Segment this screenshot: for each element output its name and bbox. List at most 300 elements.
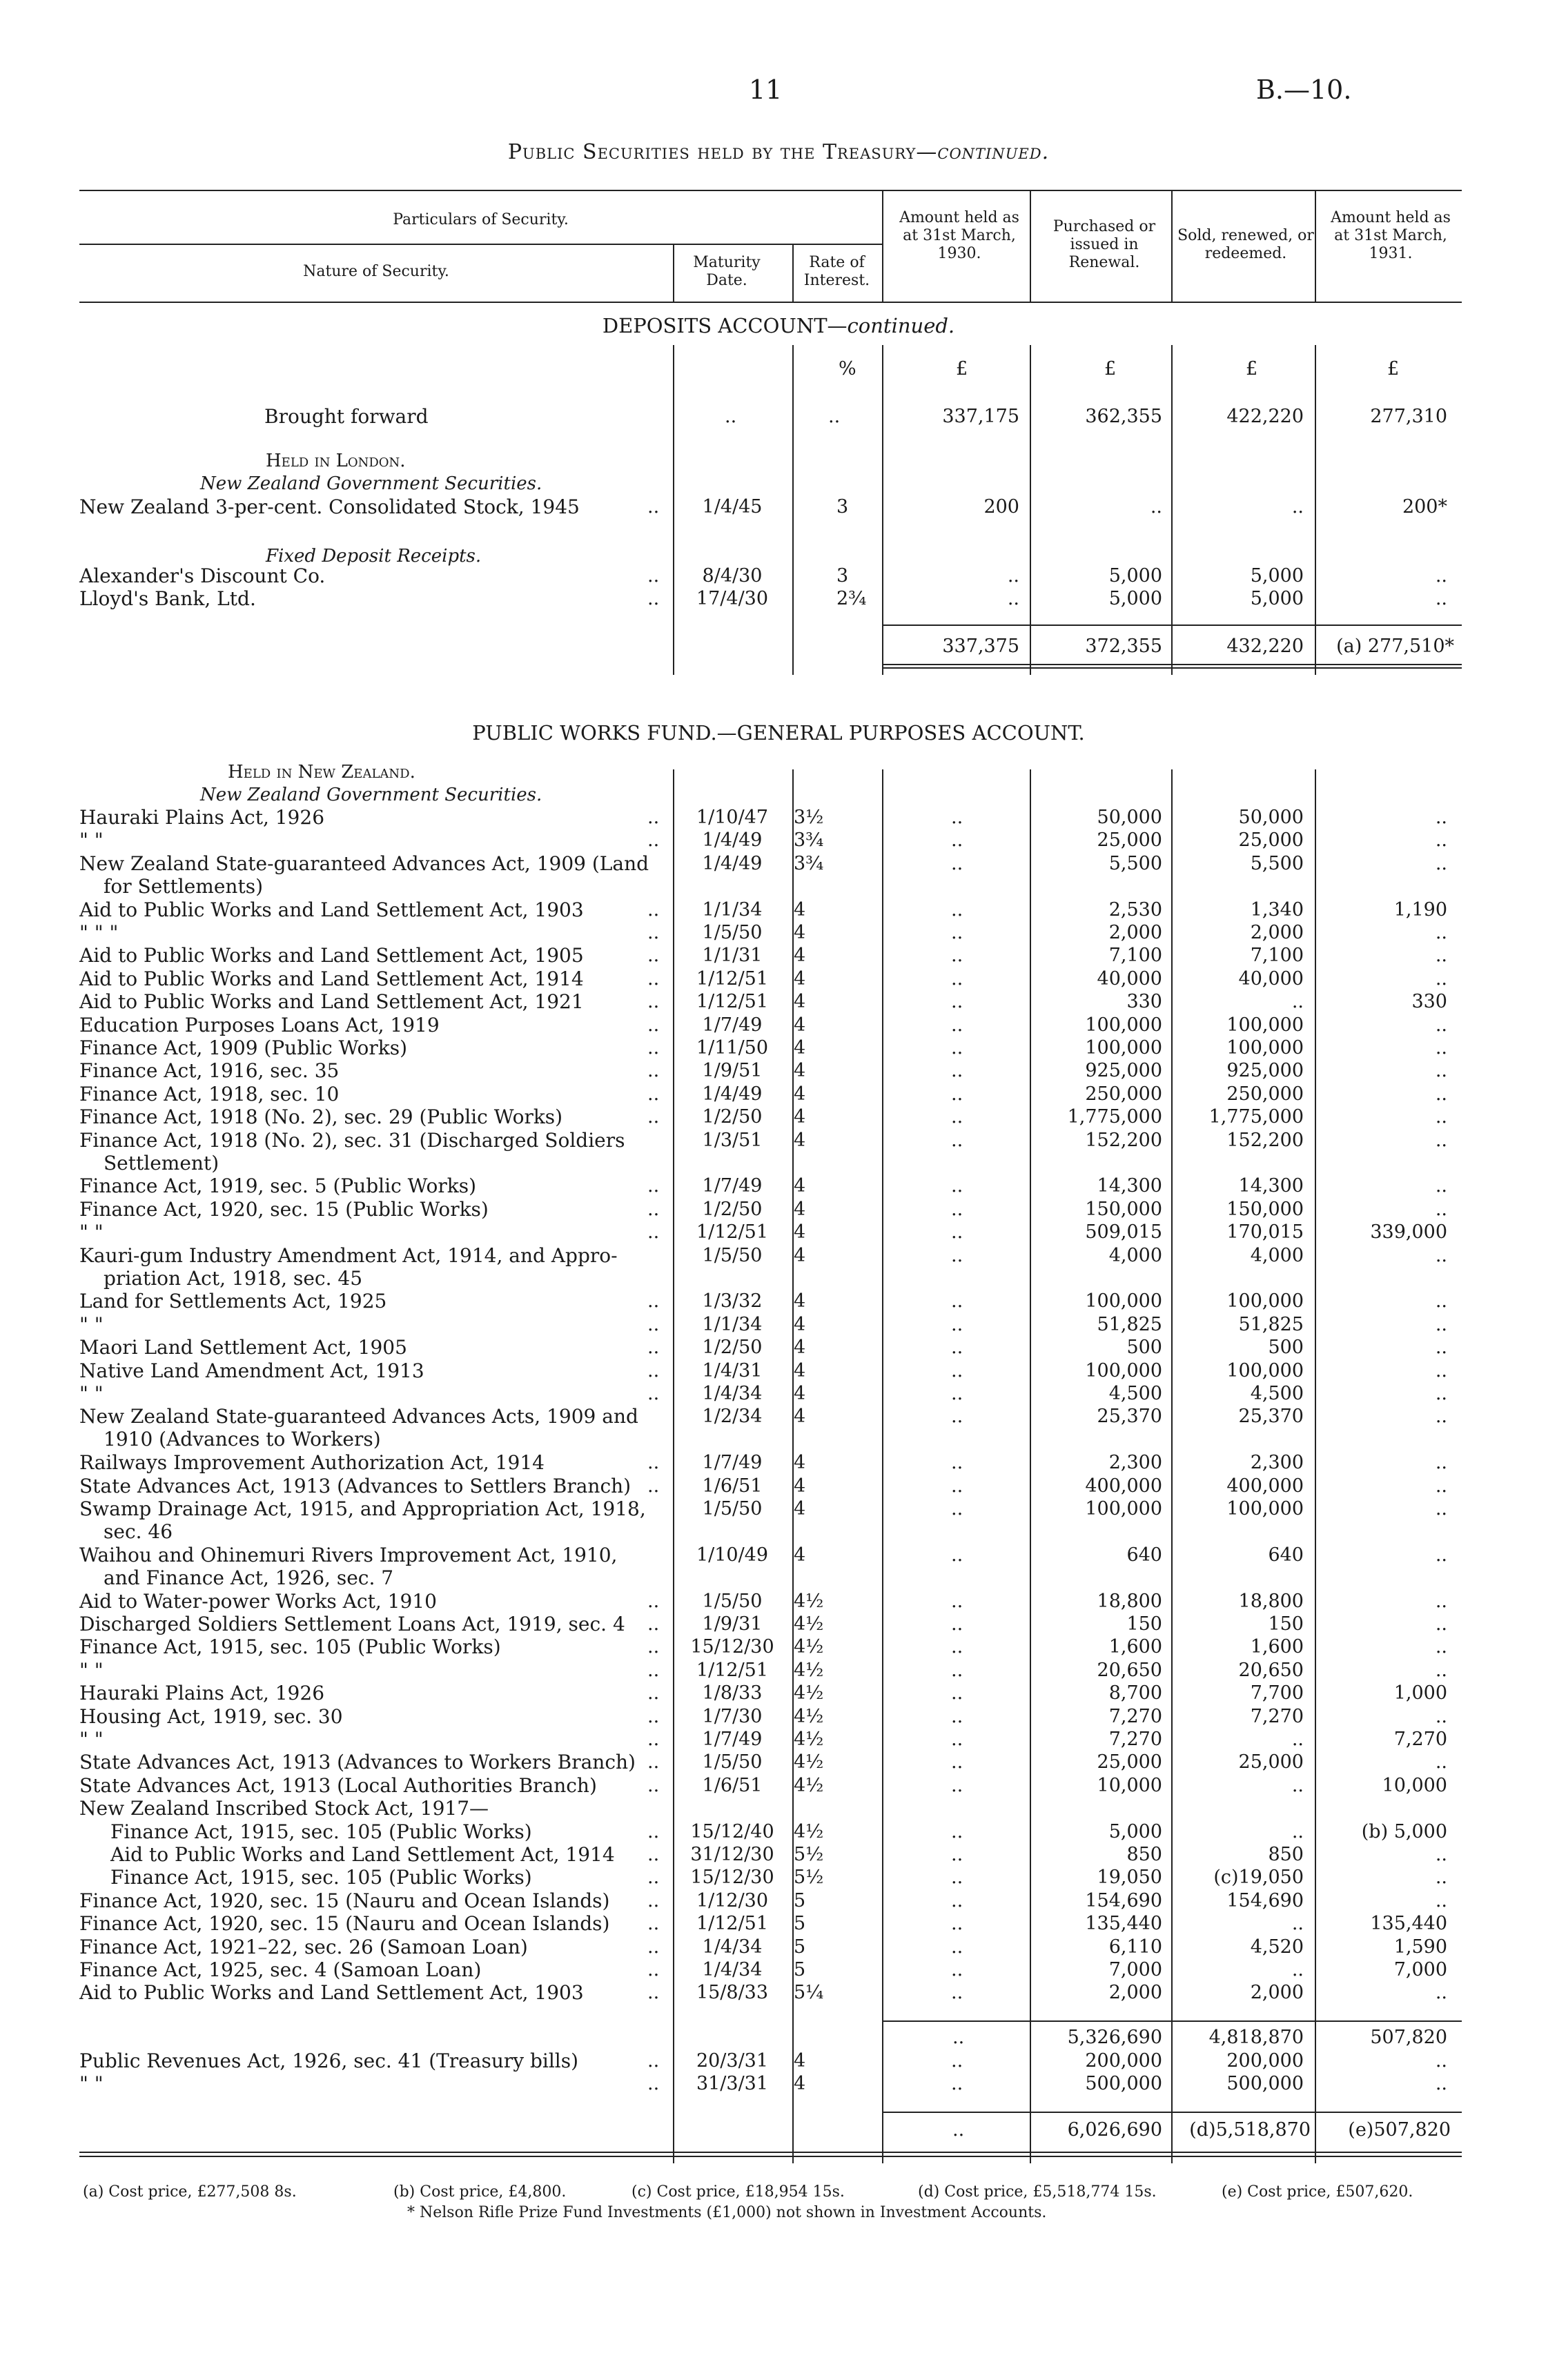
col-rule <box>673 345 674 675</box>
pwf-total-sold: (d)5,518,870 <box>1189 2119 1311 2141</box>
maturity-date: 1/2/50 <box>702 1337 763 1358</box>
amount-1930: .. <box>951 1660 963 1681</box>
interest-rate: 4 <box>794 1106 806 1128</box>
amount-1930: .. <box>951 1314 963 1335</box>
amount-1930: .. <box>951 1337 963 1358</box>
amount-1931: 1,000 <box>1393 1682 1447 1704</box>
sold-amount: 4,500 <box>1250 1383 1304 1404</box>
col-rule <box>1315 190 1316 302</box>
interest-rate: 4½ <box>794 1636 824 1658</box>
interest-rate: 3½ <box>794 807 824 828</box>
amount-1930: .. <box>951 1982 963 2003</box>
col-rule <box>882 769 883 2163</box>
purchased-amount: 100,000 <box>1085 1498 1162 1520</box>
amount-1930: .. <box>951 1867 963 1888</box>
security-name-continued: and Finance Act, 1926, sec. 7 <box>104 1566 394 1589</box>
interest-rate: 4½ <box>794 1591 824 1612</box>
maturity-date: 15/12/40 <box>690 1821 774 1842</box>
purchased-amount: 2,000 <box>1108 1982 1162 2003</box>
leader-dots: .. <box>647 1982 660 2003</box>
security-name: Finance Act, 1925, sec. 4 (Samoan Loan) <box>79 1958 482 1981</box>
leader-dots: .. <box>647 1936 660 1958</box>
leader-dots: .. <box>647 945 660 966</box>
leader-dots: .. <box>647 829 660 851</box>
interest-rate: 5½ <box>794 1867 824 1888</box>
amount-1931: .. <box>1435 1175 1447 1197</box>
security-name: Housing Act, 1919, sec. 30 <box>79 1705 343 1728</box>
security-name: Finance Act, 1920, sec. 15 (Nauru and Ocean Islands) <box>79 1889 610 1912</box>
footnote-a: (a) Cost price, £277,508 8s. <box>83 2183 297 2201</box>
sold-amount: 100,000 <box>1226 1014 1304 1036</box>
sold-amount: .. <box>1291 991 1304 1012</box>
security-name: Aid to Public Works and Land Settlement Act, 1905 <box>79 944 584 967</box>
amount-1930: .. <box>951 1706 963 1727</box>
sold-amount: .. <box>1291 1775 1304 1796</box>
sold-amount: 4,520 <box>1250 1936 1304 1958</box>
leader-dots: .. <box>647 1175 660 1197</box>
maturity-date: 1/10/49 <box>696 1544 769 1566</box>
footnote-b: (b) Cost price, £4,800. <box>393 2183 567 2201</box>
header-top-rule <box>79 190 1462 191</box>
amount-1931: .. <box>1435 968 1447 990</box>
interest-rate: 4 <box>794 922 806 943</box>
amount-1931: .. <box>1435 1498 1447 1520</box>
leader-dots: .. <box>647 1591 660 1612</box>
amount-1930: .. <box>951 1591 963 1612</box>
amount-1931: .. <box>1435 1475 1447 1497</box>
purchased-amount: 925,000 <box>1085 1060 1162 1081</box>
maturity-date: 1/2/50 <box>702 1199 763 1220</box>
leader-dots: .. <box>647 565 660 587</box>
amount-1930: .. <box>951 1936 963 1958</box>
purchased-amount: 150 <box>1126 1613 1162 1635</box>
interest-rate: 4 <box>794 1383 806 1404</box>
deposits-total-purchased: 372,355 <box>1085 636 1162 657</box>
security-name: " " <box>79 2072 104 2095</box>
maturity-date: 1/4/49 <box>702 853 763 874</box>
amount-1931: .. <box>1435 565 1447 587</box>
header-bottom-rule <box>79 302 1462 303</box>
sold-amount: .. <box>1291 496 1304 518</box>
amount-1931: .. <box>1435 1037 1447 1059</box>
security-name: " " <box>79 1728 104 1751</box>
amount-1930: .. <box>1007 565 1019 587</box>
amount-1931: .. <box>1435 1383 1447 1404</box>
amount-1930: .. <box>951 991 963 1012</box>
total-rule <box>79 2156 1462 2157</box>
maturity-date: 1/12/51 <box>696 1221 769 1243</box>
total-rule <box>882 2112 1462 2113</box>
maturity-date: 1/7/49 <box>702 1729 763 1750</box>
leader-dots: .. <box>647 1636 660 1658</box>
interest-rate: 4 <box>794 1037 806 1059</box>
unit-pound: £ <box>1104 358 1117 380</box>
purchased-amount: 100,000 <box>1085 1014 1162 1036</box>
leader-dots: .. <box>647 1682 660 1704</box>
purchased-amount: 5,500 <box>1108 853 1162 874</box>
subtotal-1930: .. <box>952 2027 965 2048</box>
purchased-amount: 19,050 <box>1097 1867 1162 1888</box>
sold-amount: 50,000 <box>1238 807 1304 828</box>
purchased-amount: 200,000 <box>1085 2050 1162 2072</box>
security-name: " " <box>79 1382 104 1405</box>
leader-dots: .. <box>647 1037 660 1059</box>
header-maturity: Maturity Date. <box>693 254 761 289</box>
sold-amount: 100,000 <box>1226 1498 1304 1520</box>
leader-dots: .. <box>647 1060 660 1081</box>
leader-dots: .. <box>647 1751 660 1773</box>
purchased-amount: 40,000 <box>1097 968 1162 990</box>
security-name: Finance Act, 1921–22, sec. 26 (Samoan Loan) <box>79 1936 528 1958</box>
maturity-date: 1/4/34 <box>702 1936 763 1958</box>
leader-dots: .. <box>647 1014 660 1036</box>
sold-amount: 7,100 <box>1250 945 1304 966</box>
amount-1931: 10,000 <box>1382 1775 1447 1796</box>
interest-rate: 4 <box>794 2073 806 2094</box>
purchased-amount: 100,000 <box>1085 1290 1162 1312</box>
security-name: Aid to Water-power Works Act, 1910 <box>79 1590 437 1613</box>
amount-1931: .. <box>1435 1130 1447 1151</box>
interest-rate: 4 <box>794 1130 806 1151</box>
nz-gov-securities-heading: New Zealand Government Securities. <box>200 473 542 494</box>
subtotal-sold: 4,818,870 <box>1208 2027 1304 2048</box>
header-amount-1931: Amount held as at 31st March, 1931. <box>1331 209 1451 262</box>
amount-1931: .. <box>1435 1544 1447 1566</box>
maturity-date: 1/2/34 <box>702 1406 763 1427</box>
fixed-deposit-heading: Fixed Deposit Receipts. <box>266 546 482 567</box>
amount-1930: .. <box>951 922 963 943</box>
security-name: Hauraki Plains Act, 1926 <box>79 1682 325 1704</box>
amount-1930: .. <box>951 1106 963 1128</box>
amount-1931: .. <box>1435 1660 1447 1681</box>
footnote-d: (d) Cost price, £5,518,774 15s. <box>918 2183 1157 2201</box>
amount-1930: .. <box>951 2050 963 2072</box>
nz-gov-securities-heading: New Zealand Government Securities. <box>200 785 542 805</box>
security-name: State Advances Act, 1913 (Advances to Workers Branch) <box>79 1751 636 1773</box>
sold-amount: 400,000 <box>1226 1475 1304 1497</box>
amount-1930: .. <box>951 1959 963 1980</box>
leader-dots: .. <box>647 1221 660 1243</box>
leader-dots: .. <box>647 1867 660 1888</box>
total-rule <box>882 664 1462 665</box>
pwf-total-1930: .. <box>952 2119 965 2141</box>
amount-1931: .. <box>1435 1751 1447 1773</box>
amount-1931: 7,270 <box>1393 1729 1447 1750</box>
maturity-date: 1/9/51 <box>702 1060 763 1081</box>
security-name: Finance Act, 1919, sec. 5 (Public Works) <box>79 1174 477 1197</box>
sold-amount: 14,300 <box>1238 1175 1304 1197</box>
interest-rate: 4 <box>794 991 806 1012</box>
leader-dots: .. <box>647 1106 660 1128</box>
interest-rate: 5 <box>794 1936 806 1958</box>
amount-1931: .. <box>1435 1290 1447 1312</box>
unit-pound: £ <box>1387 358 1400 380</box>
amount-1931: .. <box>1435 1106 1447 1128</box>
purchased-amount: 4,000 <box>1108 1245 1162 1266</box>
amount-1930: .. <box>951 1360 963 1381</box>
maturity-date: 1/5/50 <box>702 922 763 943</box>
subtotal-1931: 507,820 <box>1370 2027 1447 2048</box>
amount-1930: .. <box>951 1014 963 1036</box>
held-in-nz-heading: Held in New Zealand. <box>228 762 415 783</box>
maturity-date: 1/2/50 <box>702 1106 763 1128</box>
maturity-date: 1/12/51 <box>696 1660 769 1681</box>
purchased-amount: 18,800 <box>1097 1591 1162 1612</box>
sold-amount: 2,000 <box>1250 1982 1304 2003</box>
amount-1930: .. <box>951 1729 963 1750</box>
leader-dots: .. <box>647 1314 660 1335</box>
interest-rate: 5¼ <box>794 1982 824 2003</box>
leader-dots: .. <box>647 922 660 943</box>
amount-1931: .. <box>1435 2050 1447 2072</box>
header-mid-rule <box>79 244 882 245</box>
purchased-amount: 25,000 <box>1097 829 1162 851</box>
leader-dots: .. <box>647 807 660 828</box>
sold-amount: 152,200 <box>1226 1130 1304 1151</box>
amount-1930: .. <box>951 829 963 851</box>
purchased-amount: 850 <box>1126 1844 1162 1865</box>
security-name: " " <box>79 1221 104 1243</box>
purchased-amount: 7,000 <box>1108 1959 1162 1980</box>
maturity-date: 1/7/49 <box>702 1452 763 1473</box>
purchased-amount: 640 <box>1126 1544 1162 1566</box>
maturity-date: 1/10/47 <box>696 807 769 828</box>
purchased-amount: 7,100 <box>1108 945 1162 966</box>
leader-dots: .. <box>647 1890 660 1911</box>
amount-1931: .. <box>1435 1060 1447 1081</box>
interest-rate: 4½ <box>794 1660 824 1681</box>
interest-rate: 3¾ <box>794 829 824 851</box>
amount-1931: .. <box>1435 1636 1447 1658</box>
sold-amount: 1,775,000 <box>1208 1106 1304 1128</box>
amount-1931: .. <box>1435 1613 1447 1635</box>
interest-rate: 4 <box>794 1475 806 1497</box>
leader-dots: .. <box>647 1337 660 1358</box>
amount-1930: .. <box>951 1290 963 1312</box>
brought-forward-1930: 337,175 <box>942 406 1019 427</box>
security-name: Finance Act, 1920, sec. 15 (Nauru and Ocean Islands) <box>79 1912 610 1935</box>
header-rate: Rate of Interest. <box>803 254 870 289</box>
brought-forward-label: Brought forward <box>264 405 429 428</box>
maturity-date: 1/3/32 <box>702 1290 763 1312</box>
maturity-date: 15/8/33 <box>696 1982 769 2003</box>
purchased-amount: 25,000 <box>1097 1751 1162 1773</box>
interest-rate: 4 <box>794 1245 806 1266</box>
sold-amount: 640 <box>1268 1544 1304 1566</box>
amount-1931: .. <box>1435 1452 1447 1473</box>
interest-rate: 4½ <box>794 1775 824 1796</box>
amount-1930: .. <box>951 1406 963 1427</box>
col-rule <box>792 345 794 675</box>
sold-amount: 5,000 <box>1250 565 1304 587</box>
interest-rate: 5½ <box>794 1844 824 1865</box>
purchased-amount: 250,000 <box>1085 1083 1162 1105</box>
security-name: New Zealand State-guaranteed Advances Act, 1909 (Land <box>79 852 649 875</box>
security-name: State Advances Act, 1913 (Local Authorities Branch) <box>79 1774 597 1797</box>
header-purchased: Purchased or issued in Renewal. <box>1052 218 1156 271</box>
security-name: Discharged Soldiers Settlement Loans Act, 1919, sec. 4 <box>79 1613 625 1635</box>
maturity-date: 1/7/49 <box>702 1014 763 1036</box>
amount-1931: .. <box>1435 1014 1447 1036</box>
col-rule <box>1030 190 1031 302</box>
purchased-amount: 400,000 <box>1085 1475 1162 1497</box>
leader-dots: .. <box>647 496 660 518</box>
purchased-amount: 500,000 <box>1085 2073 1162 2094</box>
interest-rate: 4½ <box>794 1821 824 1842</box>
interest-rate: 4 <box>794 1221 806 1243</box>
header-amount-1930: Amount held as at 31st March, 1930. <box>899 209 1019 262</box>
interest-rate: 4 <box>794 945 806 966</box>
sold-amount: .. <box>1291 1729 1304 1750</box>
amount-1931: 330 <box>1411 991 1447 1012</box>
document-reference: B.—10. <box>1256 75 1352 105</box>
leader-dots: .. <box>647 2050 660 2072</box>
sold-amount: 170,015 <box>1226 1221 1304 1243</box>
interest-rate: 3 <box>836 565 849 587</box>
interest-rate: 4 <box>794 1452 806 1473</box>
maturity-date: 1/4/31 <box>702 1360 763 1381</box>
maturity-date: 31/3/31 <box>696 2073 769 2094</box>
security-name: Aid to Public Works and Land Settlement Act, 1903 <box>79 898 584 921</box>
sold-amount: 500 <box>1268 1337 1304 1358</box>
held-in-london-heading: Held in London. <box>266 451 406 471</box>
amount-1931: 1,590 <box>1393 1936 1447 1958</box>
maturity-date: 1/12/30 <box>696 1890 769 1911</box>
amount-1930: .. <box>951 807 963 828</box>
leader-dots: .. <box>647 1475 660 1497</box>
security-name: Finance Act, 1918 (No. 2), sec. 31 (Discharged Soldiers <box>79 1129 625 1152</box>
security-name: Education Purposes Loans Act, 1919 <box>79 1014 440 1036</box>
security-name-continued: for Settlements) <box>104 875 263 898</box>
amount-1931: .. <box>1435 1982 1447 2003</box>
amount-1931: .. <box>1435 1337 1447 1358</box>
maturity-date: 1/1/34 <box>702 1314 763 1335</box>
header-particulars: Particulars of Security. <box>393 211 569 228</box>
sold-amount: 1,600 <box>1250 1636 1304 1658</box>
brought-forward-1931: 277,310 <box>1370 406 1447 427</box>
amount-1930: .. <box>951 2073 963 2094</box>
sold-amount: 1,340 <box>1250 899 1304 921</box>
leader-dots: .. <box>647 1844 660 1865</box>
interest-rate: 4 <box>794 1498 806 1520</box>
total-rule <box>882 624 1462 626</box>
security-name: Finance Act, 1916, sec. 35 <box>79 1059 340 1082</box>
maturity-date: 1/6/51 <box>702 1775 763 1796</box>
maturity-date: 1/12/51 <box>696 991 769 1012</box>
subtotal-rule <box>882 2020 1462 2022</box>
amount-1931: 1,190 <box>1393 899 1447 921</box>
amount-1930: .. <box>951 1037 963 1059</box>
interest-rate: 4 <box>794 1014 806 1036</box>
interest-rate: 4 <box>794 899 806 921</box>
unit-percent: % <box>839 358 856 380</box>
security-name: Kauri-gum Industry Amendment Act, 1914, and Appro- <box>79 1244 618 1267</box>
maturity-date: 1/4/49 <box>702 829 763 851</box>
col-rule <box>673 244 674 302</box>
purchased-amount: 5,000 <box>1108 565 1162 587</box>
sold-amount: 150 <box>1268 1613 1304 1635</box>
sold-amount: .. <box>1291 1821 1304 1842</box>
amount-1930: .. <box>951 1613 963 1635</box>
sold-amount: 5,500 <box>1250 853 1304 874</box>
sold-amount: 850 <box>1268 1844 1304 1865</box>
page-number: 11 <box>749 75 783 105</box>
leader-dots: .. <box>647 1660 660 1681</box>
interest-rate: 4½ <box>794 1751 824 1773</box>
amount-1930: .. <box>951 1130 963 1151</box>
security-name: " " <box>79 1313 104 1336</box>
interest-rate: 4 <box>794 1175 806 1197</box>
maturity-date: 1/4/34 <box>702 1383 763 1404</box>
security-name: " " <box>79 1659 104 1682</box>
maturity-date: 15/12/30 <box>690 1867 774 1888</box>
purchased-amount: .. <box>1150 496 1162 518</box>
leader-dots: .. <box>647 1729 660 1750</box>
leader-dots: .. <box>647 1083 660 1105</box>
footnote-star: * Nelson Rifle Prize Fund Investments (£1,000) not shown in Investment Accounts. <box>407 2204 1047 2221</box>
maturity-date: 1/7/49 <box>702 1175 763 1197</box>
purchased-amount: 4,500 <box>1108 1383 1162 1404</box>
leader-dots: .. <box>828 406 841 427</box>
interest-rate: 5 <box>794 1913 806 1934</box>
amount-1930: .. <box>951 1498 963 1520</box>
sold-amount: 25,000 <box>1238 1751 1304 1773</box>
leader-dots: .. <box>647 588 660 609</box>
security-name: Public Revenues Act, 1926, sec. 41 (Treasury bills) <box>79 2049 579 2072</box>
interest-rate: 4½ <box>794 1729 824 1750</box>
maturity-date: 1/12/51 <box>696 1913 769 1934</box>
page-title: Public Securities held by the Treasury—continued. <box>507 140 1050 164</box>
footnote-c: (c) Cost price, £18,954 15s. <box>631 2183 845 2201</box>
maturity-date: 1/4/34 <box>702 1959 763 1980</box>
interest-rate: 4 <box>794 1360 806 1381</box>
leader-dots: .. <box>647 968 660 990</box>
purchased-amount: 5,000 <box>1108 1821 1162 1842</box>
security-name: Aid to Public Works and Land Settlement Act, 1921 <box>79 990 584 1013</box>
security-name: Waihou and Ohinemuri Rivers Improvement Act, 1910, <box>79 1544 618 1566</box>
brought-forward-purchased: 362,355 <box>1085 406 1162 427</box>
amount-1930: .. <box>951 1913 963 1934</box>
security-name: Native Land Amendment Act, 1913 <box>79 1359 424 1382</box>
amount-1931: 7,000 <box>1393 1959 1447 1980</box>
maturity-date: 1/6/51 <box>702 1475 763 1497</box>
sold-amount: 100,000 <box>1226 1360 1304 1381</box>
amount-1930: .. <box>951 1682 963 1704</box>
amount-1930: .. <box>951 968 963 990</box>
amount-1931: (b) 5,000 <box>1361 1821 1447 1842</box>
amount-1931: 339,000 <box>1370 1221 1447 1243</box>
header-nature: Nature of Security. <box>303 263 449 280</box>
security-name: Finance Act, 1918 (No. 2), sec. 29 (Public Works) <box>79 1105 563 1128</box>
maturity-date: 15/12/30 <box>690 1636 774 1658</box>
sold-amount: .. <box>1291 1959 1304 1980</box>
amount-1930: .. <box>951 1221 963 1243</box>
purchased-amount: 100,000 <box>1085 1037 1162 1059</box>
amount-1931: 135,440 <box>1370 1913 1447 1934</box>
security-name: New Zealand 3-per-cent. Consolidated Stock, 1945 <box>79 495 580 518</box>
amount-1930: .. <box>951 1751 963 1773</box>
maturity-date: 31/12/30 <box>690 1844 774 1865</box>
leader-dots: .. <box>647 2073 660 2094</box>
sold-amount: 100,000 <box>1226 1290 1304 1312</box>
security-name: Finance Act, 1915, sec. 105 (Public Works) <box>79 1635 501 1658</box>
security-name: Railways Improvement Authorization Act, 1914 <box>79 1451 545 1474</box>
interest-rate: 2¾ <box>836 588 867 609</box>
security-name: Finance Act, 1918, sec. 10 <box>79 1083 340 1105</box>
amount-1930: .. <box>951 1060 963 1081</box>
purchased-amount: 135,440 <box>1085 1913 1162 1934</box>
col-rule <box>882 190 883 302</box>
